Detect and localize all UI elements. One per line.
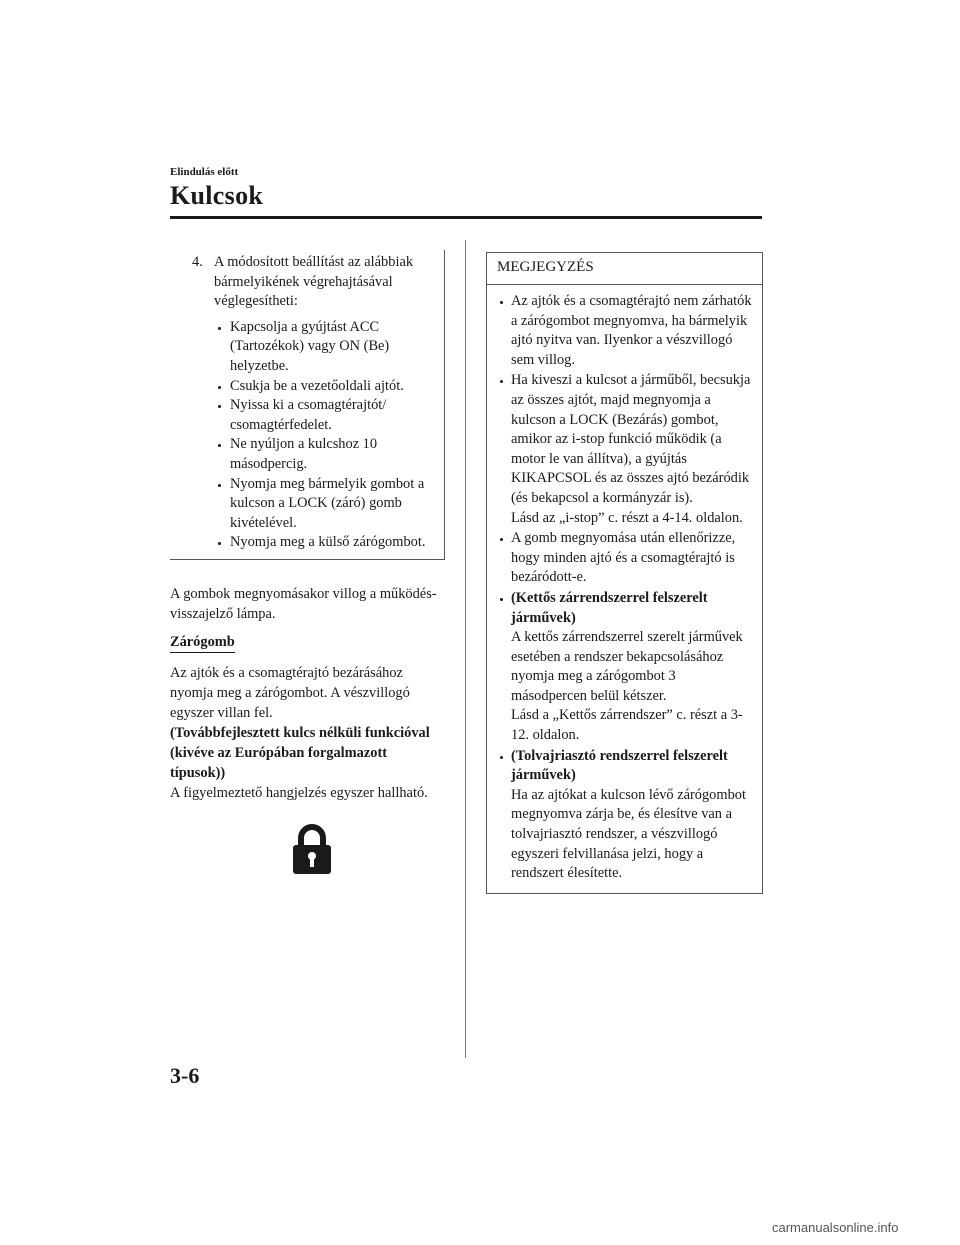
note-item	[511, 589, 754, 746]
step-bullet: Nyomja meg a külső zárógombot.	[216, 533, 434, 553]
step-text: A módosított beállítást az alábbiak bármelyikének végrehajtásával véglegesítheti:	[214, 254, 414, 310]
step-bullet: Nyomja meg bármelyik gombot a kulcson a LOCK (záró) gomb kivételével.	[216, 475, 434, 534]
note-reference: Lásd az „i-stop” c. részt a 4-14. oldalon.	[511, 509, 743, 526]
beep-paragraph: A figyelmeztető hangjelzés egyszer hallható.	[170, 784, 428, 801]
step-bullet: Kapcsolja a gyújtást ACC (Tartozékok) vagy ON (Be) helyzetbe.	[216, 318, 434, 377]
step-bullet: Ne nyúljon a kulcshoz 10 másodpercig.	[216, 435, 434, 474]
note-header: MEGJEGYZÉS	[487, 253, 762, 285]
lock-button-paragraph: Az ajtók és a csomagtérajtó bezárásához nyomja meg a zárógombot. A vészvillogó egyszer villan fel.	[170, 664, 410, 721]
step-box	[170, 250, 445, 560]
column-divider	[465, 240, 466, 1058]
step-item	[170, 253, 434, 312]
note-text: Ha kiveszi a kulcsot a járműből, becsukja az összes ajtót, majd megnyomja a kulcson a LOCK (Bezárás) gombot, amikor az i-stop funkció működik (a motor le van állítva), a gyújtás KIKAPCSOL és az összes ajtó bezáródik (és bekapcsol a kormányzár is).	[511, 372, 751, 506]
section-heading-lock-button: Zárógomb	[170, 633, 235, 653]
note-item	[511, 371, 754, 528]
note-text: Ha az ajtókat a kulcson lévő zárógombot megnyomva zárja be, és élesítve van a tolvajriasztó rendszer, a vészvillogó egyszeri felvillanása jelzi, hogy a rendszert élesítette.	[511, 786, 746, 882]
step-bullet: Csukja be a vezetőoldali ajtót.	[216, 377, 434, 397]
page-number: 3-6	[170, 1063, 200, 1088]
note-text: A gomb megnyomása után ellenőrizze, hogy minden ajtó és a csomagtérajtó is bezáródott-e.	[511, 530, 736, 586]
breadcrumb: Elindulás előtt	[170, 166, 239, 178]
note-bold-heading: (Kettős zárrendszerrel felszerelt járművek)	[511, 589, 708, 626]
note-item	[511, 529, 754, 588]
note-reference: Lásd a „Kettős zárrendszer” c. részt a 3-12. oldalon.	[511, 707, 743, 744]
note-item	[511, 292, 754, 370]
note-bold-heading: (Tolvajriasztó rendszerrel felszerelt járművek)	[511, 747, 728, 784]
note-text: A kettős zárrendszerrel szerelt járművek esetében a rendszer bekapcsolásához nyomja meg a zárógombot 3 másodpercen belül kétszer.	[511, 629, 743, 704]
note-item	[511, 747, 754, 884]
note-text: Az ajtók és a csomagtérajtó nem zárhatók a zárógombot megnyomva, ha bármelyik ajtó nyitva van. Ilyenkor a vészvillogó sem villog.	[511, 293, 752, 368]
step-bullet: Nyissa ki a csomagtérajtót/ csomagtérfedelet.	[216, 396, 434, 435]
page-title: Kulcsok	[170, 181, 264, 210]
keyless-note-heading: (Továbbfejlesztett kulcs nélküli funkcióval (kivéve az Európában forgalmazott típusok))	[170, 724, 430, 781]
left-column	[170, 250, 445, 803]
lock-icon	[290, 823, 334, 875]
step-bullet-list	[170, 318, 434, 553]
step-number: 4.	[192, 254, 203, 270]
watermark: carmanualsonline.info	[772, 1220, 899, 1235]
note-list	[487, 285, 762, 893]
indicator-paragraph: A gombok megnyomásakor villog a működés-visszajelző lámpa.	[170, 585, 437, 622]
title-divider	[170, 216, 762, 219]
note-box	[486, 252, 763, 894]
